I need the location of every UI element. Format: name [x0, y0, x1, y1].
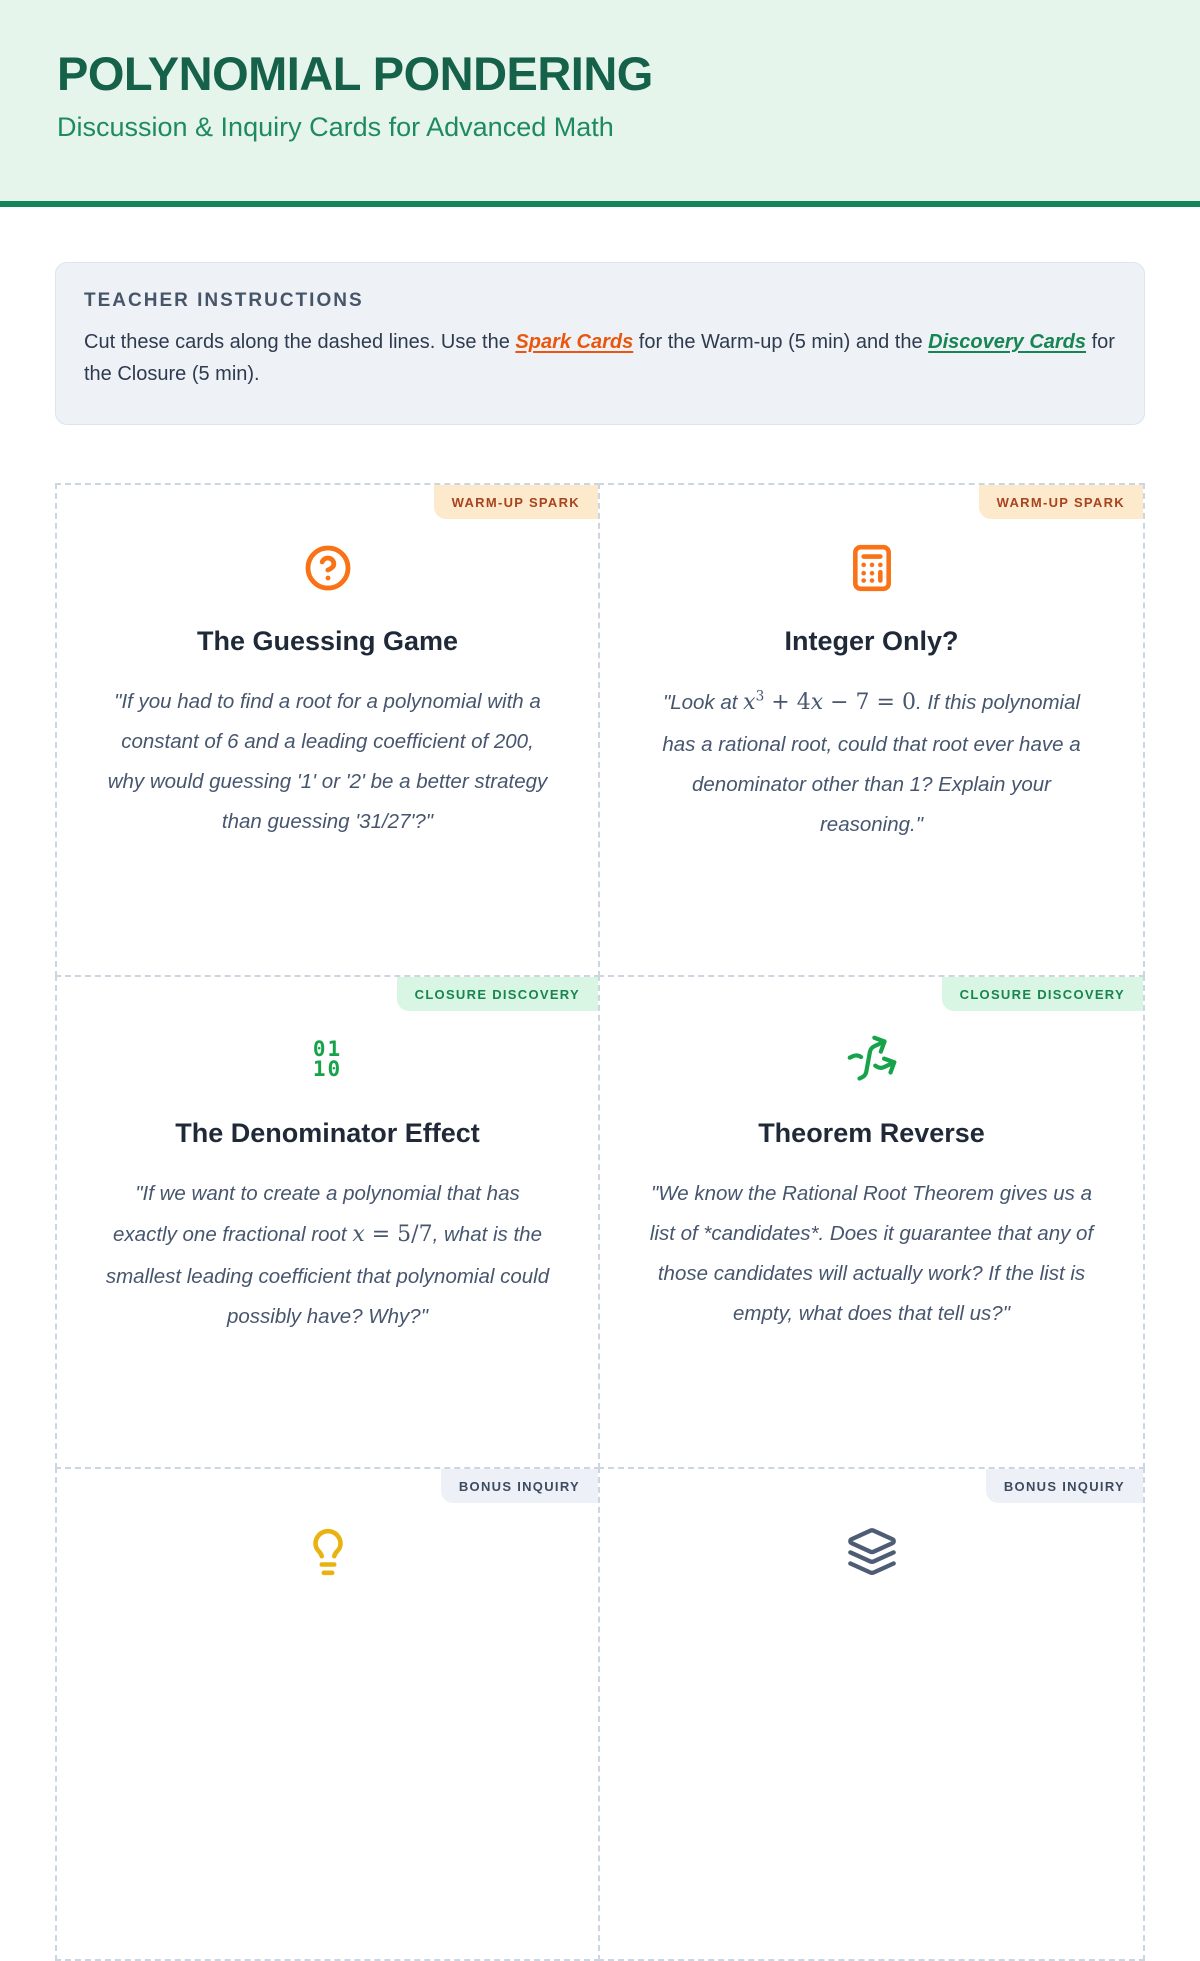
instructions-text-part3: for the Closure (5 min).: [84, 331, 1115, 386]
inline-math: x = 5/7: [352, 1222, 433, 1248]
card-title: Integer Only?: [784, 625, 959, 656]
card-title: The Guessing Game: [196, 625, 459, 656]
binary-icon: 01 10: [312, 1036, 343, 1081]
lightbulb-icon: [303, 1525, 353, 1579]
card: [55, 1467, 600, 1961]
card-title: The Denominator Effect: [175, 1117, 480, 1148]
page-subtitle: Discussion & Inquiry Cards for Advanced Math: [57, 112, 614, 142]
card: [55, 975, 600, 1469]
teacher-instructions-box: [55, 262, 1145, 425]
quote-text: "If you had to find a root for a polynomial with a constant of 6 and a leading coefficient of 200, why would guessing '1' or '2' be a better strategy than guessing '31/27'?": [107, 690, 548, 834]
cards-grid: [55, 483, 1145, 1961]
card: [598, 975, 1145, 1469]
card-quote: [646, 682, 1097, 845]
layers-icon: [846, 1525, 898, 1579]
spark-cards-link[interactable]: Spark Cards: [515, 331, 634, 353]
quote-text: "We know the Rational Root Theorem gives us a list of *candidates*. Does it guarantee that any of those candidates will actually work? If the list is empty, what does that tell us?": [649, 1182, 1094, 1326]
discovery-cards-link[interactable]: Discovery Cards: [928, 331, 1087, 353]
calculator-icon: [847, 541, 897, 595]
teacher-instructions-heading: TEACHER INSTRUCTIONS: [84, 290, 364, 311]
spark-badge: WARM-UP SPARK: [979, 485, 1143, 519]
help-circle-icon: [304, 541, 352, 595]
card-quote: [103, 1174, 552, 1337]
shuffle-icon: [849, 1033, 895, 1087]
bonus-badge: BONUS INQUIRY: [986, 1469, 1143, 1503]
card: [598, 483, 1145, 977]
card-quote: [646, 1174, 1097, 1334]
card: [598, 1467, 1145, 1961]
card-quote: [103, 682, 552, 842]
instructions-text-part2: for the Warm-up (5 min) and the: [633, 331, 929, 353]
quote-text: "Look at: [662, 691, 744, 715]
page-header: [0, 0, 1200, 207]
teacher-instructions-text: [84, 326, 1116, 391]
inline-math: $x^3 + 4x - 7 = 0$: [743, 688, 916, 716]
quote-text: "If we want to create a polynomial that has exactly one fractional root: [113, 1182, 520, 1247]
quote-text: . If this polynomial has a rational root, could that root ever have a denominator other than 1? Explain your reasoning.": [662, 691, 1081, 836]
quote-text: , what is the smallest leading coefficient that polynomial could possibly have? Why?": [105, 1223, 550, 1328]
card: [55, 483, 600, 977]
spark-badge: WARM-UP SPARK: [434, 485, 598, 519]
discovery-badge: CLOSURE DISCOVERY: [942, 977, 1143, 1011]
discovery-badge: CLOSURE DISCOVERY: [397, 977, 598, 1011]
card-title: Theorem Reverse: [758, 1117, 985, 1148]
page-title: POLYNOMIAL PONDERING: [57, 47, 653, 100]
instructions-text-part1: Cut these cards along the dashed lines. Use the: [84, 331, 516, 353]
bonus-badge: BONUS INQUIRY: [441, 1469, 598, 1503]
